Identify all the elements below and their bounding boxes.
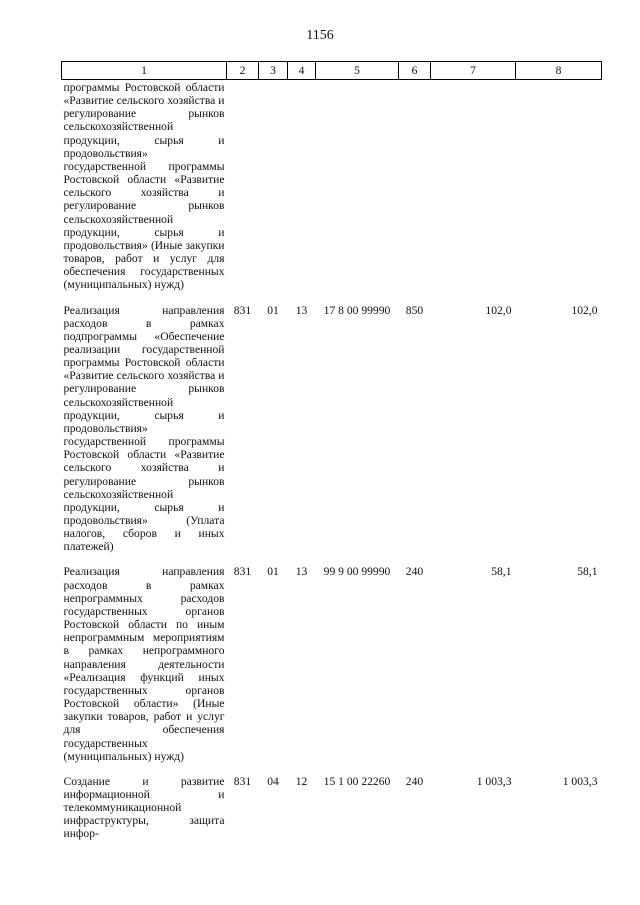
budget-table — [61, 61, 602, 853]
column-header-7: 7 — [431, 62, 516, 80]
column-header-4: 4 — [288, 62, 316, 80]
row-ministry-code — [227, 80, 259, 304]
row-section-code: 01 — [267, 565, 279, 579]
column-header-6: 6 — [399, 62, 431, 80]
row-amount-1: 58,1 — [491, 565, 512, 579]
column-header-1: 1 — [62, 62, 227, 80]
row-description: Реализация направления расходов в рамках непрограммных расходов государственных органов Ростовской области по иным непрограммным мероприятиям в рамках непрограммного направления деятельности «Реализация функций иных государственных органов Ростовской области» (Иные закупки товаров, работ и услуг для обеспечения государственных (муниципальных) нужд) — [63, 565, 225, 763]
column-header-row — [62, 62, 602, 80]
row-ministry-code: 831 — [233, 774, 252, 788]
row-target-article: 17 8 00 99990 — [323, 303, 391, 317]
row-subsection-code — [288, 80, 316, 304]
row-description: Реализация направления расходов в рамках подпрограммы «Обеспечение реализации государственной программы Ростовской области «Развитие сельского хозяйства и регулирование рынков сельскохозяйственной продукции, сырья и продовольствия» государственной программы Ростовской области «Развитие сельского хозяйства и регулирование рынков сельскохозяйственной продукции, сырья и продовольствия» (Уплата налогов, сборов и иных платежей) — [63, 303, 225, 554]
page-number: 1156 — [306, 28, 334, 43]
column-header-2: 2 — [227, 62, 259, 80]
row-section-code — [259, 80, 288, 304]
column-header-5: 5 — [316, 62, 399, 80]
row-target-article: 99 9 00 99990 — [323, 565, 391, 579]
row-target-article: 15 1 00 22260 — [323, 774, 391, 788]
row-amount-2 — [516, 80, 602, 304]
row-amount-2: 1 003,3 — [562, 774, 598, 788]
row-ministry-code: 831 — [233, 303, 252, 317]
table-row — [62, 304, 602, 566]
row-section-code: 04 — [267, 774, 279, 788]
column-header-8: 8 — [516, 62, 602, 80]
row-amount-1: 1 003,3 — [476, 774, 512, 788]
row-expense-type: 240 — [405, 565, 424, 579]
table-row — [62, 775, 602, 853]
table-row — [62, 565, 602, 774]
row-amount-2: 58,1 — [577, 565, 598, 579]
row-description: программы Ростовской области «Развитие сельского хозяйства и регулирование рынков сельскохозяйственной продукции, сырья и продовольствия» государственной программы Ростовской области «Развитие сельского хозяйства и регулирование рынков сельскохозяйственной продукции, сырья и продовольствия» (Иные закупки товаров, работ и услуг для обеспечения государственных (муниципальных) нужд) — [63, 81, 225, 292]
row-subsection-code: 12 — [295, 774, 308, 788]
row-amount-2: 102,0 — [571, 303, 598, 317]
row-section-code: 01 — [267, 303, 279, 317]
row-subsection-code: 13 — [295, 303, 308, 317]
row-expense-type: 850 — [405, 303, 424, 317]
row-expense-type — [399, 80, 431, 304]
row-description: Создание и развитие информационной и телекоммуникационной инфраструктуры, защита инфор- — [63, 774, 225, 841]
row-amount-1 — [431, 80, 516, 304]
table-row — [62, 80, 602, 304]
row-subsection-code: 13 — [295, 565, 308, 579]
row-target-article — [316, 80, 399, 304]
row-ministry-code: 831 — [233, 565, 252, 579]
row-amount-1: 102,0 — [485, 303, 512, 317]
row-expense-type: 240 — [405, 774, 424, 788]
column-header-3: 3 — [259, 62, 288, 80]
